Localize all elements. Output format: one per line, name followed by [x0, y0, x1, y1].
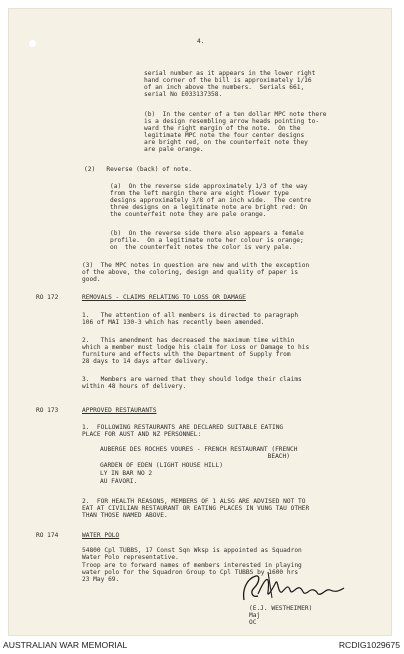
ro-172-p2-line-3: furniture and effects with the Department of Supply from — [82, 351, 291, 358]
page-number: 4. — [197, 38, 205, 45]
footer-record-id: RCDIG1029675 — [338, 640, 400, 650]
para-ra-line-4: three designs on a legitimate note are bright red: On — [110, 204, 308, 211]
signatory-name: (E.J. WESTHEIMER) — [249, 605, 313, 612]
handwritten-signature — [238, 570, 358, 608]
ro-172-p2-line-2: which a member must lodge his claim for Loss or Damage to his — [82, 344, 310, 351]
para-b-line-2: is a design resembling arrow heads pointing to- — [144, 118, 320, 125]
ro-173-p1-line-2: PLACE FOR AUST AND NZ PERSONNEL: — [82, 431, 202, 438]
ro-172-p2-line-1: 2. This amendment has decreased the maximum time within — [82, 337, 295, 344]
para-rb-line-1: (b) On the reverse side there also appears a female — [110, 230, 304, 237]
para-ra-line-5: the counterfeit note they are pale orange. — [110, 211, 267, 218]
reverse-heading: (2) Reverse (back) of note. — [84, 166, 193, 173]
serial-intro-line-4: serial No E033137358. — [144, 91, 223, 98]
para-ra-line-1: (a) On the reverse side approximately 1/3 of the way — [110, 183, 308, 190]
ro-172-p1-line-2: 106 of MAI 130-3 which has recently been amended. — [82, 319, 265, 326]
ro-172-number: RO 172 — [36, 294, 59, 301]
restaurant-line-4: LY IN BAR NO 2 — [100, 470, 153, 477]
ro-172-p1-line-1: 1. The attention of all members is directed to paragraph — [82, 312, 299, 319]
para-ra-line-2: from the left margin there are eight flower type — [110, 190, 289, 197]
para-rb-line-2: profile. On a legitimate note her colour is orange; — [110, 237, 304, 244]
restaurant-line-5: AU FAVORI. — [100, 478, 138, 485]
para-b-line-6: are pale orange. — [144, 146, 204, 153]
para-b-line-4: legitimate MPC note the four center designs — [144, 132, 305, 139]
para-b-line-1: (b) In the center of a ten dollar MPC note there — [144, 111, 327, 118]
ro-173-number: RO 173 — [36, 407, 59, 414]
ro-173-p1-line-1: 1. FOLLOWING RESTAURANTS ARE DECLARED SUITABLE EATING — [82, 424, 284, 431]
ro-173-title: APPROVED RESTAURANTS — [82, 407, 157, 414]
punch-hole — [29, 40, 36, 47]
ro-174-body-line-3: Troop are to forward names of members interested in playing — [82, 562, 302, 569]
para-b-line-5: are bright red, on the counterfeit note they — [144, 139, 308, 146]
ro-173-p2-line-2: EAT AT CIVILIAN RESTAURANT OR EATING PLACES IN VUNG TAU OTHER — [82, 505, 310, 512]
para-b-line-3: ward the right margin of the note. On the — [144, 125, 301, 132]
para-3-line-3: good. — [82, 276, 101, 283]
restaurant-line-1: AUBERGE DES ROCHES VOURES - FRENCH RESTAURANT (FRENCH — [100, 446, 298, 453]
serial-intro-line-3: of an inch above the numbers. Serials 661, — [144, 84, 305, 91]
ro-172-title: REMOVALS - CLAIMS RELATING TO LOSS OR DAMAGE — [82, 294, 246, 301]
ro-172-p3-line-1: 3. Members are warned that they should lodge their claims — [82, 376, 302, 383]
ro-172-p2-line-4: 28 days to 14 days after delivery. — [82, 358, 209, 365]
ro-173-p2-line-3: THAN THOSE NAMED ABOVE. — [82, 512, 168, 519]
para-3-line-1: (3) The MPC notes in question are new and with the exception — [82, 262, 310, 269]
para-3-line-2: of the above, the coloring, design and quality of paper is — [82, 269, 299, 276]
ro-173-p2-line-1: 2. FOR HEALTH REASONS, MEMBERS OF 1 ALSG ARE ADVISED NOT TO — [82, 498, 306, 505]
signatory-rank: Maj — [249, 612, 261, 619]
ro-174-title: WATER POLO — [82, 532, 120, 539]
serial-intro-line-2: hand corner of the bill is approximately 1/16 — [144, 77, 312, 84]
ro-174-body-line-1: 54800 Cpl TUBBS, 17 Const Sqn Wksp is appointed as Squadron — [82, 547, 302, 554]
footer-archive-name: AUSTRALIAN WAR MEMORIAL — [3, 640, 128, 650]
ro-172-p3-line-2: within 48 hours of delivery. — [82, 383, 187, 390]
ro-174-number: RO 174 — [36, 532, 59, 539]
para-rb-line-3: on the counterfeit notes the color is very pale. — [110, 244, 293, 251]
ro-174-body-line-4: water polo for the Squadron Group to Cpl TUBBS by 1600 hrs — [82, 569, 299, 576]
signatory-role: OC — [249, 619, 257, 626]
restaurant-line-3: GARDEN OF EDEN (LIGHT HOUSE HILL) — [100, 462, 223, 469]
ro-174-body-line-5: 23 May 69. — [82, 576, 120, 583]
para-ra-line-3: designs approximately 3/8 of an inch wide. The centre — [110, 197, 312, 204]
restaurant-line-2: BEACH) — [100, 453, 290, 460]
ro-174-body-line-2: Water Polo representative. — [82, 554, 179, 561]
archive-footer — [0, 636, 404, 654]
serial-intro-line-1: serial number as it appears in the lower right — [144, 70, 316, 77]
